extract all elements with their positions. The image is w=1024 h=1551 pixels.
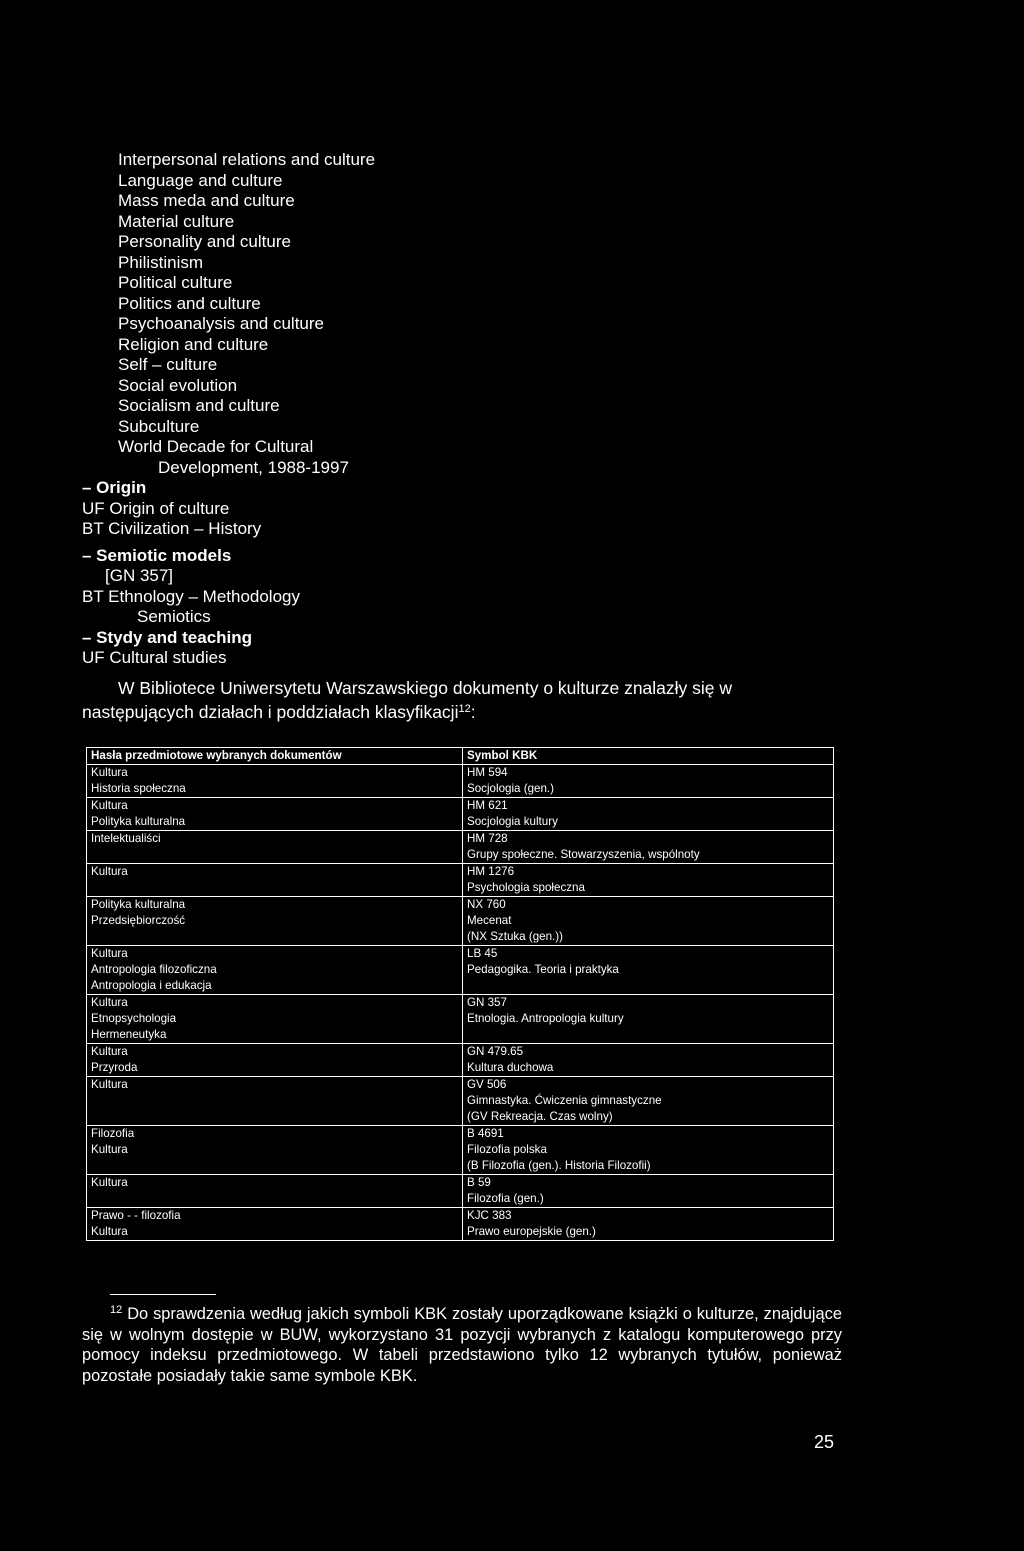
cell-line: Etnopsychologia [91,1012,177,1025]
cell-line: (GV Rekreacja. Czas wolny) [467,1110,613,1123]
list-item: Material culture [118,211,235,231]
study-heading: – Stydy and teaching [82,627,253,647]
cell-line: Kultura [91,947,128,960]
cell-line: HM 1276 [467,865,515,878]
cell-symbol [463,798,834,831]
cell-line: Kultura [91,766,128,779]
cell-line: NX 760 [467,898,506,911]
list-item: World Decade for Cultural [118,437,314,456]
intro-suffix: : [470,702,476,722]
table-row [87,831,834,864]
footnote-text: Do sprawdzenia według jakich symboli KBK zostały uporządkowane książki o kulturze, znajdujące się w wolnym dostępie w BUW, wykorzystano 31 pozycji wybranych z katalogu komputerowego przy pomocy indeksu przedmiotowego. W tabeli przedstawiono tylko 12 wybranych tytułów, ponieważ pozostałe posiadały takie same symbole KBK. [82,1305,842,1385]
table-row [87,1126,834,1175]
cell-subjects [87,765,463,798]
footnote-ref: 12 [458,703,471,715]
cell-line: Polityka kulturalna [91,815,186,828]
cell-subjects [87,1126,463,1175]
study-uf: UF Cultural studies [82,648,227,667]
subject-heading-list [82,150,376,669]
origin-uf: UF Origin of culture [82,498,230,518]
cell-line: Kultura [91,1143,128,1156]
footnote [82,1300,842,1386]
cell-symbol [463,1077,834,1126]
list-item: Mass meda and culture [118,191,295,210]
table-header-row [87,748,834,765]
cell-subjects [87,1044,463,1077]
list-item: Psychoanalysis and culture [118,314,325,333]
cell-symbol [463,831,834,864]
cell-subjects [87,1077,463,1126]
cell-line: Hermeneutyka [91,1028,167,1041]
table-row [87,897,834,946]
cell-line: Socjologia kultury [467,815,558,828]
list-item: Language and culture [118,170,283,190]
cell-line: Kultura duchowa [467,1061,554,1074]
table-body [87,765,834,1241]
cell-line: Pedagogika. Teoria i praktyka [467,963,619,976]
cell-line: B 59 [467,1176,491,1189]
table-row [87,1077,834,1126]
cell-line: Historia społeczna [91,782,186,795]
list-item: Philistinism [118,252,204,272]
cell-line: GN 357 [467,996,507,1009]
cell-line: Mecenat [467,914,512,927]
table-row [87,765,834,798]
cell-line: Prawo - - filozofia [91,1209,181,1222]
list-item: Politics and culture [118,293,261,313]
table-row [87,1175,834,1208]
list-item: Self – culture [118,355,218,374]
list-item: Subculture [118,416,200,436]
semiotic-bt-2: Semiotics [137,607,211,626]
table-row [87,1208,834,1241]
list-item: Socialism and culture [118,396,280,415]
list-item: Personality and culture [118,232,291,251]
semiotic-heading: – Semiotic models [82,545,232,565]
cell-line: Psychologia społeczna [467,881,585,894]
list-item: Interpersonal relations and culture [118,150,376,169]
cell-subjects [87,831,463,864]
semiotic-bt: BT Ethnology – Methodology [82,586,300,606]
cell-line: Socjologia (gen.) [467,782,555,795]
table-row [87,798,834,831]
cell-line: Filozofia (gen.) [467,1192,544,1205]
list-item: Religion and culture [118,334,269,354]
cell-line: Etnologia. Antropologia kultury [467,1012,624,1025]
cell-line: LB 45 [467,947,498,960]
cell-line: B 4691 [467,1127,504,1140]
cell-line: Antropologia filozoficzna [91,963,217,976]
origin-heading: – Origin [82,478,147,497]
cell-symbol [463,864,834,897]
cell-symbol [463,1044,834,1077]
intro-text: W Bibliotece Uniwersytetu Warszawskiego dokumenty o kulturze znalazły się w następujących działach i poddziałach klasyfikacji [82,678,733,722]
list-item-continuation: Development, 1988-1997 [158,457,349,477]
cell-symbol [463,1208,834,1241]
cell-line: Kultura [91,1225,128,1238]
cell-symbol [463,1126,834,1175]
cell-subjects [87,946,463,995]
table-row [87,995,834,1044]
kbk-table [86,747,834,1241]
cell-subjects [87,995,463,1044]
cell-line: Kultura [91,865,128,878]
semiotic-gn: [GN 357] [105,566,174,585]
cell-line: Kultura [91,1176,128,1189]
cell-line: Kultura [91,799,128,812]
cell-line: Kultura [91,1045,128,1058]
cell-line: GN 479.65 [467,1045,524,1058]
cell-line: Gimnastyka. Ćwiczenia gimnastyczne [467,1094,662,1107]
cell-line: GV 506 [467,1078,507,1091]
cell-symbol [463,995,834,1044]
intro-paragraph [82,678,842,723]
cell-line: Przedsiębiorczość [91,914,186,927]
table-row [87,864,834,897]
cell-line: Grupy społeczne. Stowarzyszenia, wspólnoty [467,848,700,861]
cell-line: Antropologia i edukacja [91,979,212,992]
cell-subjects [87,798,463,831]
cell-line: HM 621 [467,799,508,812]
cell-symbol [463,946,834,995]
cell-line: Polityka kulturalna [91,898,186,911]
cell-symbol [463,1175,834,1208]
cell-line: Przyroda [91,1061,138,1074]
cell-subjects [87,897,463,946]
table-row [87,946,834,995]
cell-line: KJC 383 [467,1209,512,1222]
origin-bt: BT Civilization – History [82,519,262,538]
footnote-rule [110,1294,216,1295]
cell-subjects [87,1208,463,1241]
cell-line: (NX Sztuka (gen.)) [467,930,563,943]
footnote-number: 12 [110,1304,123,1316]
cell-line: HM 594 [467,766,508,779]
cell-line: Intelektualiści [91,832,161,845]
cell-line: Prawo europejskie (gen.) [467,1225,596,1238]
cell-symbol [463,765,834,798]
cell-line: Kultura [91,996,128,1009]
column-header-symbol: Symbol KBK [463,748,834,765]
cell-line: (B Filozofia (gen.). Historia Filozofii) [467,1159,651,1172]
cell-line: HM 728 [467,832,508,845]
list-item: Political culture [118,273,233,292]
cell-subjects [87,1175,463,1208]
page-number: 25 [814,1432,835,1452]
cell-line: Filozofia polska [467,1143,547,1156]
table-row [87,1044,834,1077]
cell-subjects [87,864,463,897]
cell-symbol [463,897,834,946]
cell-line: Kultura [91,1078,128,1091]
column-header-subjects: Hasła przedmiotowe wybranych dokumentów [87,748,463,765]
list-item: Social evolution [118,375,238,395]
cell-line: Filozofia [91,1127,135,1140]
